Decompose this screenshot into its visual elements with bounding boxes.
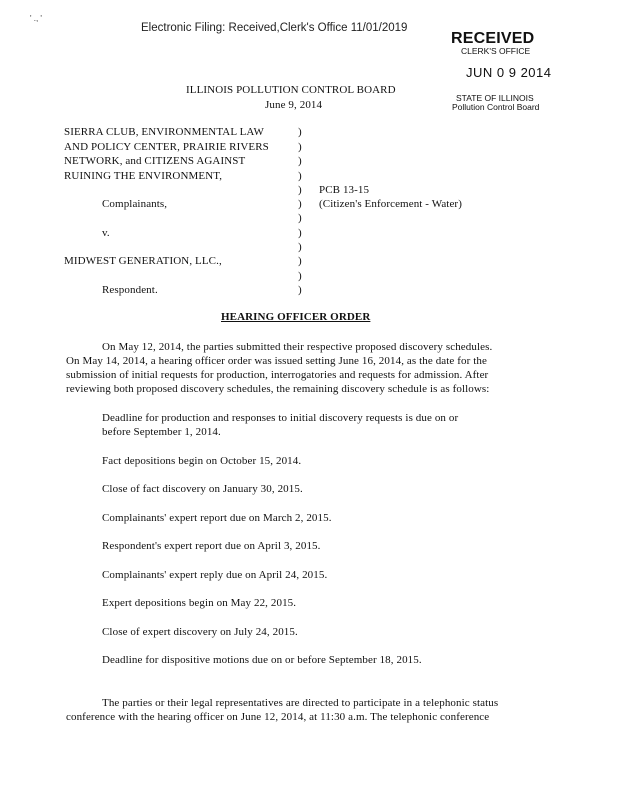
- complainant-line: RUINING THE ENVIRONMENT,: [64, 170, 223, 182]
- stamp-received: RECEIVED: [451, 30, 535, 47]
- paragraph-line: reviewing both proposed discovery schedules, the remaining discovery schedule is as follows:: [66, 383, 490, 395]
- schedule-item: Complainants' expert report due on March 2, 2015.: [102, 512, 332, 524]
- caption-paren: ): [298, 141, 302, 153]
- order-title: HEARING OFFICER ORDER: [221, 311, 371, 323]
- complainant-line: AND POLICY CENTER, PRAIRIE RIVERS: [64, 141, 269, 153]
- caption-paren: ): [298, 227, 302, 239]
- schedule-item: Close of expert discovery on July 24, 2015.: [102, 626, 298, 638]
- caption-paren: ): [298, 184, 302, 196]
- complainant-line: NETWORK, and CITIZENS AGAINST: [64, 155, 246, 167]
- paragraph-line: submission of initial requests for production, interrogatories and requests for admission. After: [66, 369, 489, 381]
- versus-label: v.: [102, 227, 110, 239]
- paragraph-line: The parties or their legal representatives are directed to participate in a telephonic status: [102, 697, 499, 709]
- caption-paren: ): [298, 198, 302, 210]
- schedule-item: Complainants' expert reply due on April 24, 2015.: [102, 569, 328, 581]
- schedule-item: Respondent's expert report due on April 3, 2015.: [102, 540, 321, 552]
- paragraph-line: On May 12, 2014, the parties submitted their respective proposed discovery schedules.: [102, 341, 493, 353]
- respondent-name: MIDWEST GENERATION, LLC.,: [64, 255, 222, 267]
- schedule-item: Deadline for dispositive motions due on or before September 18, 2015.: [102, 654, 422, 666]
- case-type: (Citizen's Enforcement - Water): [319, 198, 462, 210]
- schedule-item: Close of fact discovery on January 30, 2015.: [102, 483, 303, 495]
- stamp-board: Pollution Control Board: [452, 102, 540, 112]
- caption-paren: ): [298, 255, 302, 267]
- caption-paren: ): [298, 170, 302, 182]
- caption-paren: ): [298, 241, 302, 253]
- order-date: June 9, 2014: [265, 99, 323, 111]
- schedule-item: Expert depositions begin on May 22, 2015.: [102, 597, 297, 609]
- paragraph-line: conference with the hearing officer on June 12, 2014, at 11:30 a.m. The telephonic conference: [66, 711, 490, 723]
- filing-header: Electronic Filing: Received,Clerk's Office 11/01/2019: [141, 22, 408, 34]
- stamp-clerks-office: CLERK'S OFFICE: [461, 46, 531, 56]
- schedule-item: Fact depositions begin on October 15, 2014.: [102, 455, 302, 467]
- case-number: PCB 13-15: [319, 184, 370, 196]
- complainants-label: Complainants,: [102, 198, 168, 210]
- board-name: ILLINOIS POLLUTION CONTROL BOARD: [186, 84, 396, 96]
- caption-paren: ): [298, 126, 302, 138]
- caption-paren: ): [298, 284, 302, 296]
- caption-paren: ): [298, 212, 302, 224]
- schedule-item-continued: before September 1, 2014.: [102, 426, 221, 438]
- caption-paren: ): [298, 155, 302, 167]
- stamp-date: JUN 0 9 2014: [466, 65, 552, 80]
- complainant-line: SIERRA CLUB, ENVIRONMENTAL LAW: [64, 126, 265, 138]
- scan-speck: ' ., ': [30, 14, 42, 23]
- caption-paren: ): [298, 270, 302, 282]
- schedule-item: Deadline for production and responses to initial discovery requests is due on or: [102, 412, 459, 424]
- stamp-state: STATE OF ILLINOIS: [456, 93, 534, 103]
- respondent-label: Respondent.: [102, 284, 158, 296]
- paragraph-line: On May 14, 2014, a hearing officer order was issued setting June 16, 2014, as the date for the: [66, 355, 487, 367]
